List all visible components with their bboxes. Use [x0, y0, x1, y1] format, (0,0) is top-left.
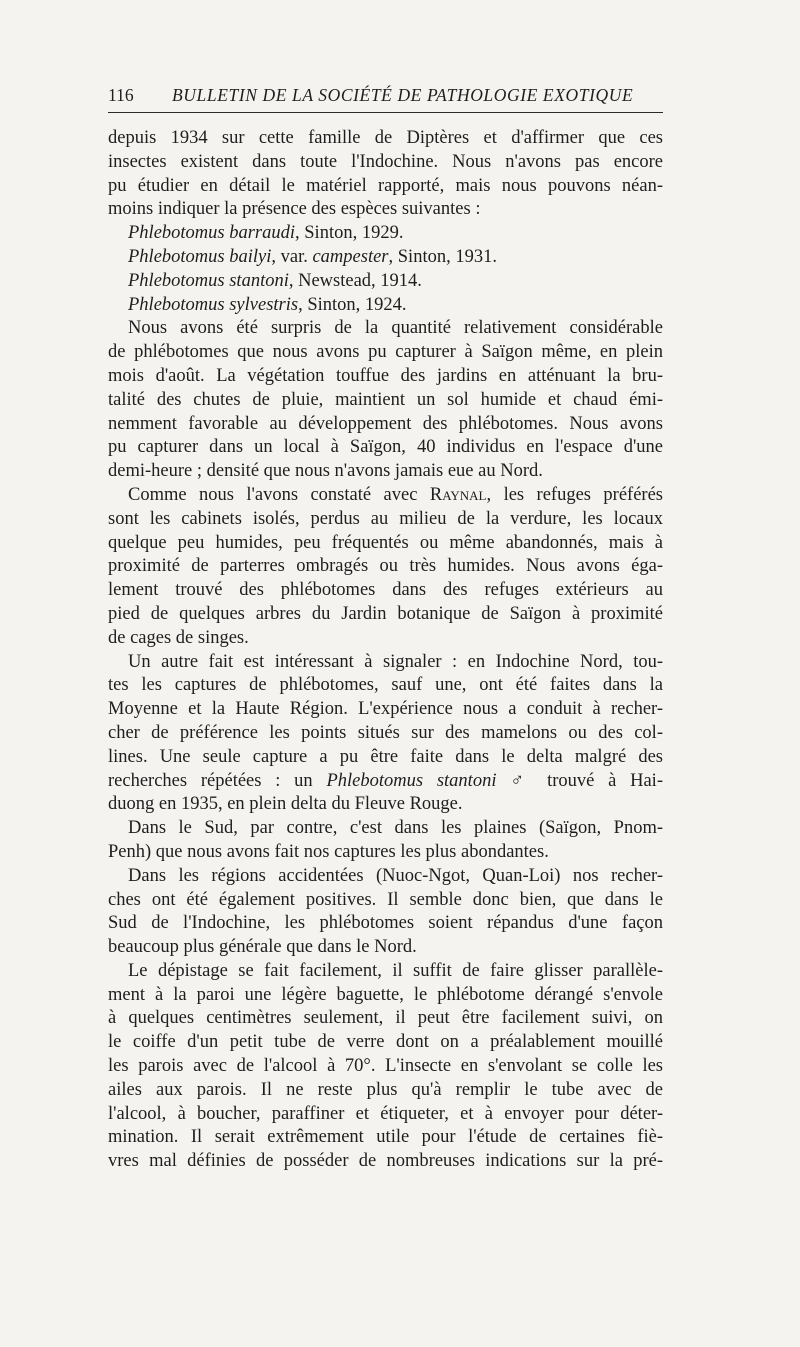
species-authority: , Newstead, 1914. — [288, 270, 422, 291]
text-line: Dans le Sud, par contre, c'est dans les plaines (Saïgon, Pnom- — [128, 818, 663, 839]
text-line: de cages de singes. — [108, 627, 249, 648]
journal-title: BULLETIN DE LA SOCIÉTÉ DE PATHOLOGIE EXOTIQUE — [172, 85, 634, 105]
text-span: recherches répétées : un — [108, 770, 327, 791]
text-line: sont les cabinets isolés, perdus au milieu de la verdure, les locaux — [108, 508, 663, 529]
text-line: Dans les régions accidentées (Nuoc-Ngot, Quan-Loi) nos recher- — [128, 865, 663, 886]
text-line: ches ont été également positives. Il semble donc bien, que dans le — [108, 889, 663, 910]
text-line: vres mal définies de posséder de nombreuses indications sur la pré- — [108, 1151, 663, 1172]
text-line: Le dépistage se fait facilement, il suffit de faire glisser parallèle- — [128, 960, 663, 981]
text-line: ailes aux parois. Il ne reste plus qu'à remplir le tube avec de — [108, 1079, 663, 1100]
text-line: talité des chutes de pluie, maintient un sol humide et chaud émi- — [108, 389, 663, 410]
text-line: beaucoup plus générale que dans le Nord. — [108, 937, 417, 958]
species-name: Phlebotomus sylvestris — [128, 294, 299, 315]
text-line: duong en 1935, en plein delta du Fleuve Rouge. — [108, 794, 463, 815]
text-line: nemment favorable au développement des phlébotomes. Nous avons — [108, 413, 663, 434]
text-line: le coiffe d'un petit tube de verre dont on a préalablement mouillé — [108, 1032, 663, 1053]
text-line — [108, 484, 663, 508]
text-line: les parois avec de l'alcool à 70°. L'insecte en s'envolant se colle les — [108, 1056, 663, 1077]
text-line: l'alcool, à boucher, paraffiner et étiqueter, et à envoyer pour déter- — [108, 1103, 663, 1124]
text-line: Moyenne et la Haute Région. L'expérience nous a conduit à recher- — [108, 699, 663, 720]
species-variety: campester — [312, 246, 389, 267]
text-line — [108, 770, 663, 794]
species-authority: , Sinton, 1924. — [298, 294, 407, 315]
text-line: cher de préférence les points situés sur des mamelons ou des col- — [108, 722, 663, 743]
text-line: lement trouvé des phlébotomes dans des refuges extérieurs au — [108, 580, 663, 601]
text-line: mination. Il serait extrêmement utile pour l'étude de certaines fiè- — [108, 1127, 663, 1148]
text-line: Penh) que nous avons fait nos captures les plus abondantes. — [108, 841, 549, 862]
species-name: Phlebotomus bailyi — [128, 246, 272, 267]
species-authority: , Sinton, 1929. — [295, 223, 404, 244]
text-line: Nous avons été surpris de la quantité relativement considérable — [128, 318, 663, 339]
text-line: mois d'août. La végétation touffue des jardins en atténuant la bru- — [108, 365, 663, 386]
text-line: lines. Une seule capture a pu être faite dans le delta malgré des — [108, 746, 663, 767]
species-authority: , Sinton, 1931. — [388, 246, 497, 267]
species-item — [108, 222, 663, 246]
text-line: insectes existent dans toute l'Indochine. Nous n'avons pas encore — [108, 151, 663, 172]
text-line: demi-heure ; densité que nous n'avons jamais eue au Nord. — [108, 461, 543, 482]
page-body — [108, 127, 663, 1174]
header-rule — [108, 112, 663, 113]
text-span: ♂ trouvé à Hai- — [496, 770, 663, 791]
species-item — [108, 294, 663, 318]
text-line: moins indiquer la présence des espèces suivantes : — [108, 199, 481, 220]
text-line: quelque peu humides, peu fréquentés ou même abandonnés, mais à — [108, 532, 663, 553]
text-line: pu capturer dans un local à Saïgon, 40 individus en l'espace d'une — [108, 437, 663, 458]
species-name: Phlebotomus barraudi — [128, 223, 296, 244]
text-line: à quelques centimètres seulement, il peut être facilement suivi, on — [108, 1008, 663, 1029]
species-item — [108, 246, 663, 270]
text-line: tes les captures de phlébotomes, sauf une, ont été faites dans la — [108, 675, 663, 696]
text-line: pied de quelques arbres du Jardin botanique de Saïgon à proximité — [108, 603, 663, 624]
text-line: Un autre fait est intéressant à signaler : en Indochine Nord, tou- — [128, 651, 663, 672]
text-line: Sud de l'Indochine, les phlébotomes soient répandus d'une façon — [108, 913, 663, 934]
species-name: Phlebotomus stantoni — [128, 270, 289, 291]
text-line: pu étudier en détail le matériel rapporté, mais nous pouvons néan- — [108, 175, 663, 196]
text-line: ment à la paroi une légère baguette, le phlébotome dérangé s'envole — [108, 984, 663, 1005]
author-name: Raynal — [429, 484, 487, 505]
text-span: Comme nous l'avons constaté avec — [128, 484, 430, 505]
text-line: proximité de parterres ombragés ou très humides. Nous avons éga- — [108, 556, 663, 577]
species-item — [108, 270, 663, 294]
species-name: Phlebotomus stantoni — [326, 770, 497, 791]
text-line: depuis 1934 sur cette famille de Diptères et d'affirmer que ces — [108, 128, 663, 148]
species-var-label: , var. — [271, 246, 313, 267]
page-number: 116 — [108, 85, 134, 105]
text-line: de phlébotomes que nous avons pu capturer à Saïgon même, en plein — [108, 342, 663, 363]
text-span: , les refuges préférés — [486, 484, 663, 505]
